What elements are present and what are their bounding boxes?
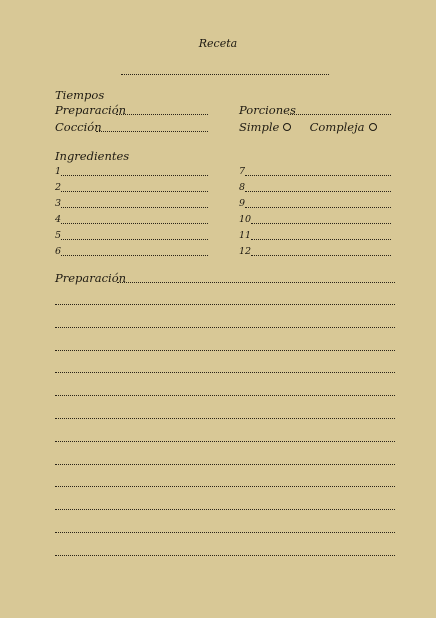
ingredient-line[interactable] xyxy=(245,207,391,208)
ingredients-heading: Ingredientes xyxy=(55,149,130,163)
complex-radio[interactable] xyxy=(369,123,377,131)
preparation-line[interactable] xyxy=(55,395,395,396)
preparation-heading: Preparación xyxy=(55,271,127,285)
preparation-line[interactable] xyxy=(55,509,395,510)
ingredient-number: 3 xyxy=(55,198,62,209)
preparation-line[interactable] xyxy=(55,350,395,351)
preparation-line[interactable] xyxy=(55,418,395,419)
preparation-line[interactable] xyxy=(55,304,395,305)
preparation-line[interactable] xyxy=(55,441,395,442)
page-title: Receta xyxy=(198,37,238,50)
cook-time-label: Cocción xyxy=(55,120,102,134)
prep-time-line[interactable] xyxy=(116,114,208,115)
ingredient-number: 5 xyxy=(55,230,62,241)
ingredient-line[interactable] xyxy=(251,255,391,256)
ingredient-number: 6 xyxy=(55,246,62,257)
preparation-line[interactable] xyxy=(55,486,395,487)
ingredient-number: 4 xyxy=(55,214,62,225)
preparation-line[interactable] xyxy=(55,327,395,328)
preparation-line[interactable] xyxy=(55,464,395,465)
ingredient-number: 8 xyxy=(239,182,246,193)
complex-label: Compleja xyxy=(309,120,365,134)
cook-time-line[interactable] xyxy=(96,131,208,132)
ingredient-line[interactable] xyxy=(61,239,208,240)
ingredient-line[interactable] xyxy=(245,175,391,176)
ingredient-number: 9 xyxy=(239,198,246,209)
ingredient-number: 7 xyxy=(239,166,246,177)
ingredient-line[interactable] xyxy=(245,191,391,192)
portions-line[interactable] xyxy=(288,114,391,115)
recipe-name-line[interactable] xyxy=(121,74,329,75)
portions-label: Porciones xyxy=(239,103,296,117)
ingredient-number: 11 xyxy=(239,230,252,241)
ingredient-line[interactable] xyxy=(251,223,391,224)
ingredient-line[interactable] xyxy=(61,175,208,176)
ingredient-line[interactable] xyxy=(61,207,208,208)
ingredient-number: 12 xyxy=(239,246,252,257)
preparation-line[interactable] xyxy=(55,555,395,556)
ingredient-number: 2 xyxy=(55,182,62,193)
simple-label: Simple xyxy=(239,120,280,134)
ingredient-line[interactable] xyxy=(61,223,208,224)
ingredient-line[interactable] xyxy=(61,191,208,192)
prep-time-label: Preparación xyxy=(55,103,127,117)
ingredient-number: 10 xyxy=(239,214,252,225)
difficulty-options xyxy=(239,121,377,134)
ingredient-line[interactable] xyxy=(61,255,208,256)
ingredient-line[interactable] xyxy=(251,239,391,240)
times-heading: Tiempos xyxy=(55,88,105,102)
preparation-line[interactable] xyxy=(55,372,395,373)
preparation-line[interactable] xyxy=(55,532,395,533)
simple-radio[interactable] xyxy=(283,123,291,131)
preparation-first-line[interactable] xyxy=(117,282,395,283)
ingredient-number: 1 xyxy=(55,166,62,177)
